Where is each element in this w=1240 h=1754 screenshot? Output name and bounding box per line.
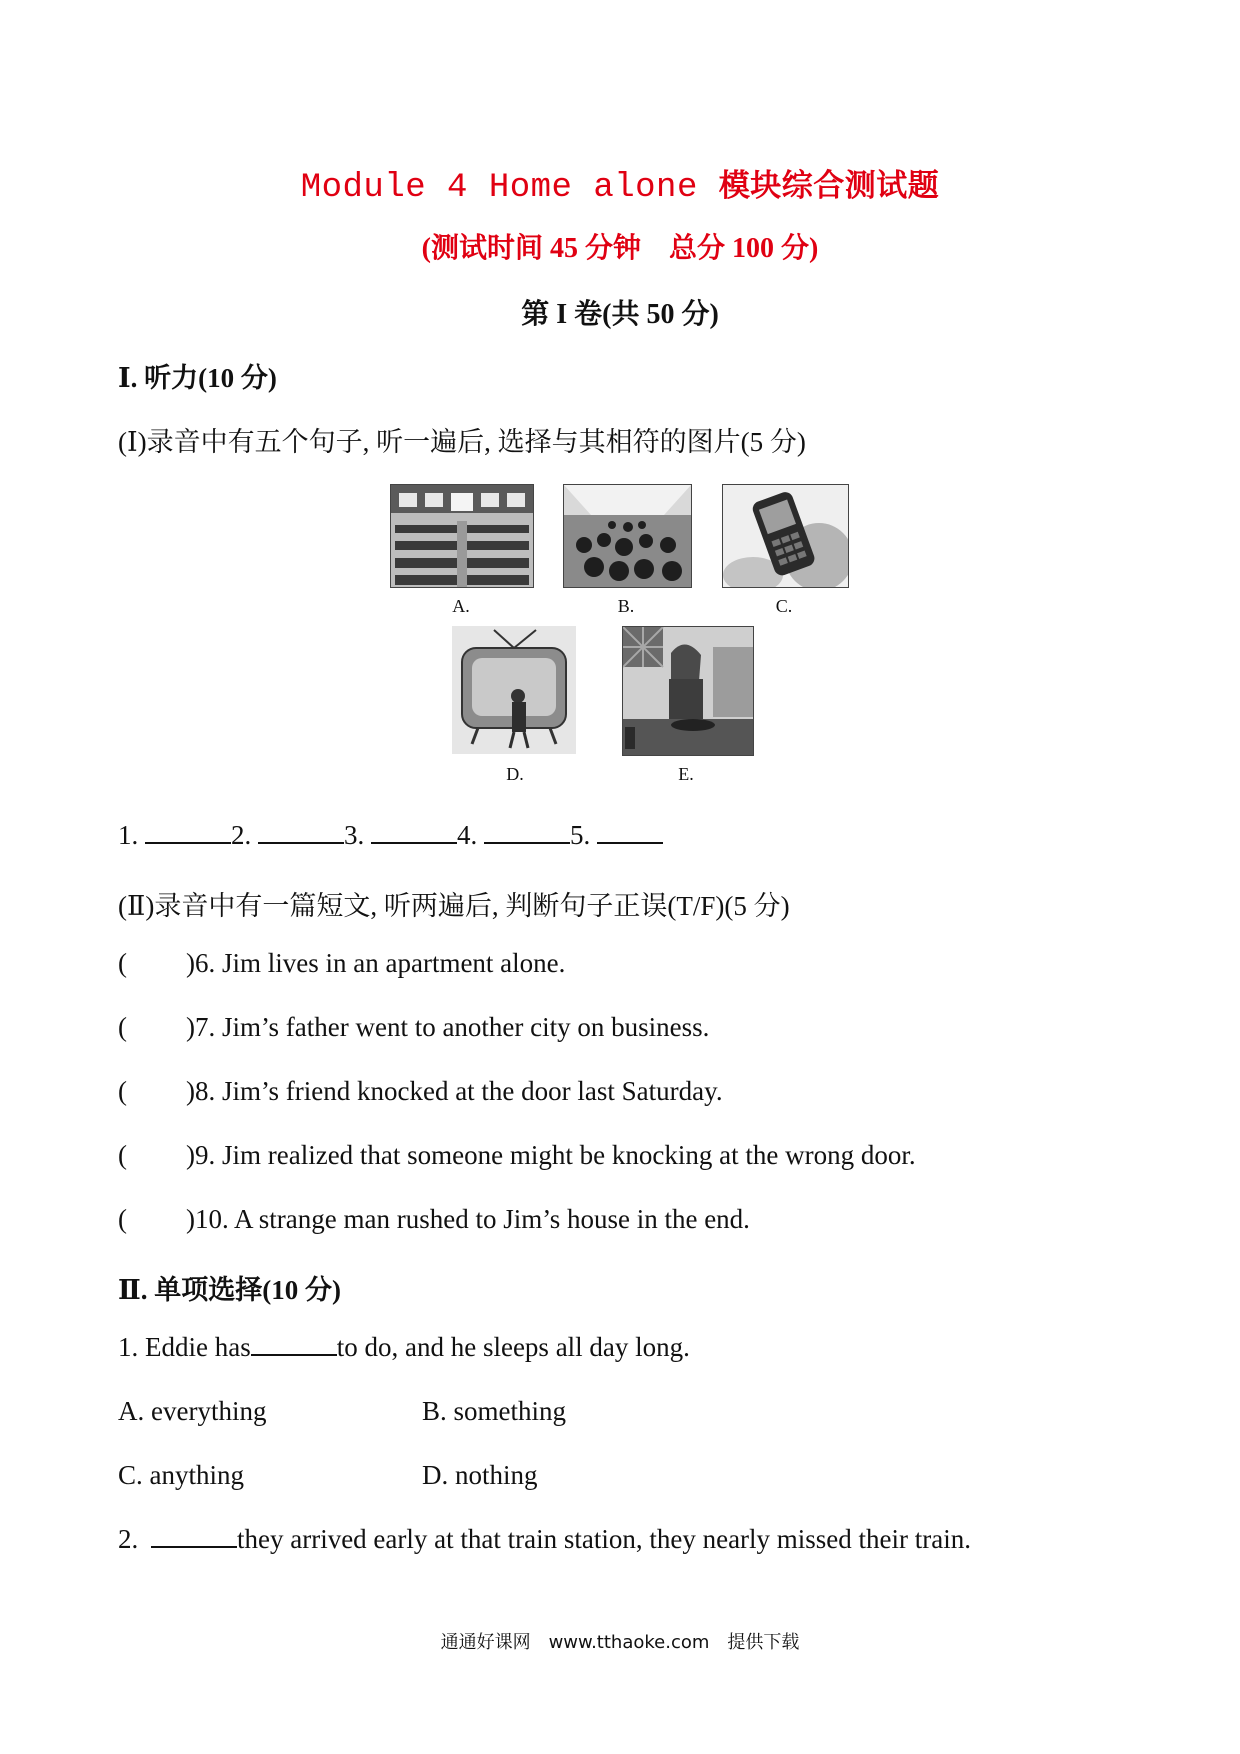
answer-paren[interactable]: ( xyxy=(118,1204,127,1234)
exam-title xyxy=(0,160,1240,207)
answer-number: 2. xyxy=(231,820,252,850)
part1-instruction: (Ⅰ)录音中有五个句子, 听一遍后, 选择与其相符的图片(5 分) xyxy=(118,427,806,457)
tf-item-text: )8. Jim’s friend knocked at the door last Saturday. xyxy=(186,1076,723,1106)
section1-heading: Ⅰ. 听力(10 分) xyxy=(118,363,277,393)
crowded-station-photo xyxy=(563,484,692,588)
part2-instruction: (Ⅱ)录音中有一篇短文, 听两遍后, 判断句子正误(T/F)(5 分) xyxy=(118,891,790,921)
answer-blank[interactable] xyxy=(484,820,570,844)
question-2 xyxy=(118,1524,971,1555)
classroom-photo xyxy=(390,484,534,588)
answer-blank[interactable] xyxy=(251,1332,337,1356)
option-c[interactable]: C. anything xyxy=(118,1460,244,1490)
option-b[interactable]: B. something xyxy=(422,1396,567,1426)
answer-number: 4. xyxy=(457,820,478,850)
answer-paren[interactable]: ( xyxy=(118,1012,127,1042)
answer-blank[interactable] xyxy=(258,820,344,844)
question-text: 2. xyxy=(118,1524,145,1554)
tf-item-text: )7. Jim’s father went to another city on business. xyxy=(186,1012,710,1042)
title-chinese: 模块综合测试题 xyxy=(718,168,940,204)
tf-item-text: )9. Jim realized that someone might be knocking at the wrong door. xyxy=(186,1140,916,1170)
picture-label-d: D. xyxy=(506,764,524,784)
answer-blank[interactable] xyxy=(597,820,663,844)
television-girl-photo xyxy=(452,626,576,754)
answer-blank[interactable] xyxy=(151,1524,237,1548)
tf-item-text: )6. Jim lives in an apartment alone. xyxy=(186,948,566,978)
question-1 xyxy=(118,1332,690,1363)
question-text: they arrived early at that train station, they nearly missed their train. xyxy=(237,1524,971,1554)
answer-number: 5. xyxy=(570,820,591,850)
tf-item xyxy=(118,1076,723,1107)
answer-blank[interactable] xyxy=(371,820,457,844)
answer-number: 1. xyxy=(118,820,139,850)
picture-label-c: C. xyxy=(775,596,793,616)
answer-number: 3. xyxy=(344,820,365,850)
answer-paren[interactable]: ( xyxy=(118,1076,127,1106)
volume-heading: 第 I 卷(共 50 分) xyxy=(521,299,719,330)
picture-label-b: B. xyxy=(617,596,635,616)
answer-blank[interactable] xyxy=(145,820,231,844)
option-a[interactable]: A. everything xyxy=(118,1396,267,1426)
tf-item xyxy=(118,1140,916,1171)
mobile-phone-photo xyxy=(722,484,849,588)
picture-label-a: A. xyxy=(452,596,470,616)
tf-item xyxy=(118,1012,709,1043)
answer-blanks xyxy=(118,820,663,851)
title-english: Module 4 Home alone xyxy=(300,169,698,207)
picture-label-e: E. xyxy=(678,764,694,784)
section2-heading: Ⅱ. 单项选择(10 分) xyxy=(118,1275,341,1305)
tf-item-text: )10. A strange man rushed to Jim’s house in the end. xyxy=(186,1204,750,1234)
woman-cooking-photo xyxy=(622,626,754,756)
tf-item xyxy=(118,948,565,979)
exam-subtitle: (测试时间 45 分钟 总分 100 分) xyxy=(421,233,819,264)
question-text: 1. Eddie has xyxy=(118,1332,251,1362)
page-footer: 通通好课网 www.tthaoke.com 提供下载 xyxy=(440,1632,800,1653)
tf-item xyxy=(118,1204,750,1235)
question-text: to do, and he sleeps all day long. xyxy=(336,1332,690,1362)
option-d[interactable]: D. nothing xyxy=(422,1460,538,1490)
answer-paren[interactable]: ( xyxy=(118,948,127,978)
answer-paren[interactable]: ( xyxy=(118,1140,127,1170)
